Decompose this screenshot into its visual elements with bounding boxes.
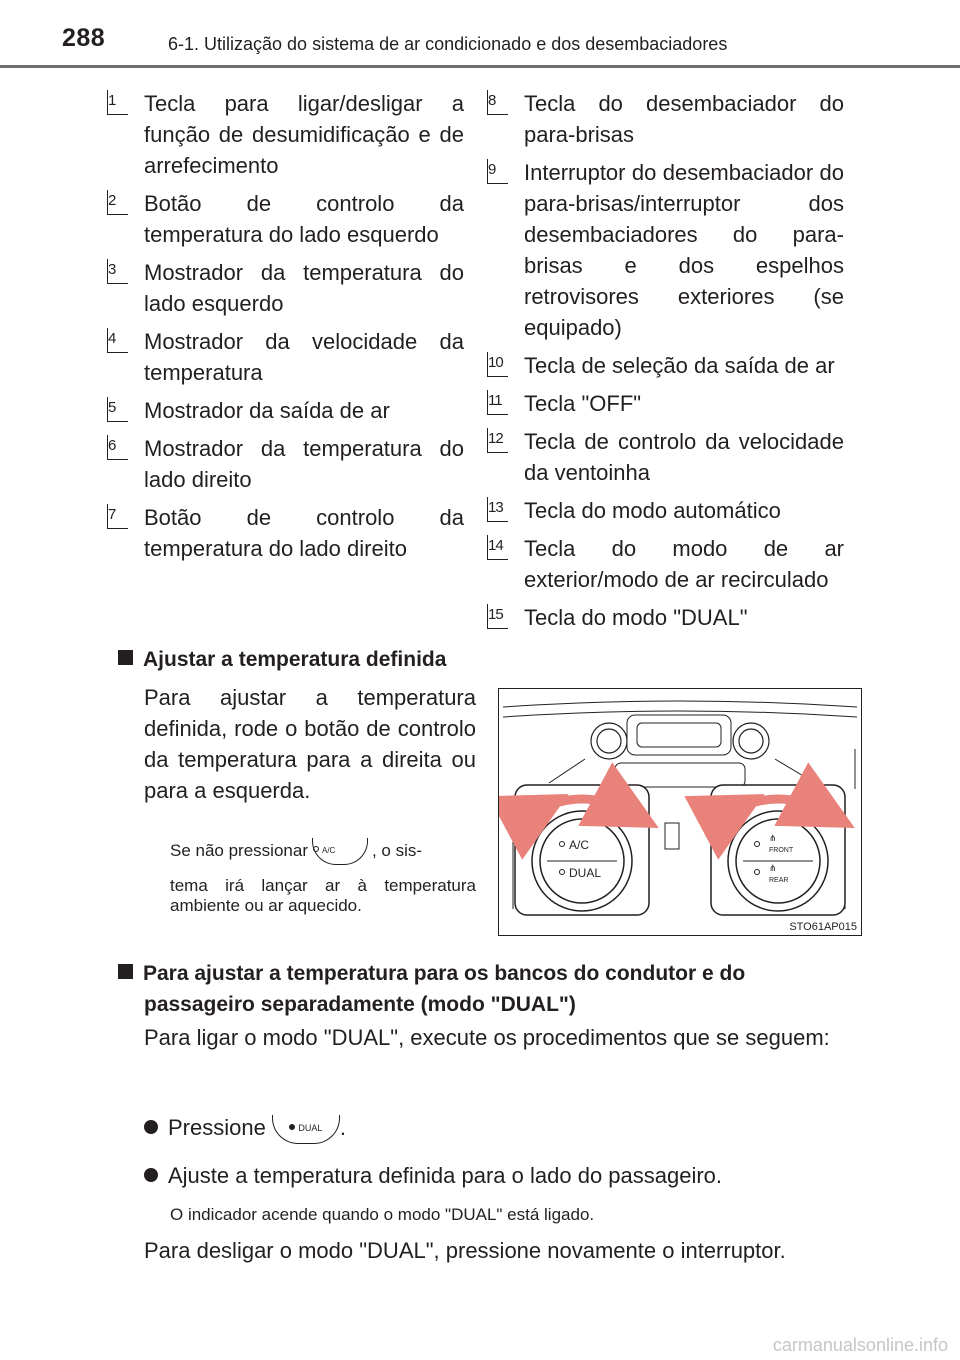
legend-text: Mostrador da temperatura do lado direito — [144, 436, 464, 492]
legend-item — [108, 257, 464, 319]
callout-number: 9 — [487, 159, 508, 184]
ac-note: Se não pressionar A/C , o sis- tema irá lançar ar à temperatura ambiente ou ar aquecido. — [170, 838, 476, 916]
ac-key-icon: A/C — [312, 838, 368, 865]
right-temperature-knob — [711, 785, 845, 915]
bullet-dot-icon — [144, 1120, 158, 1134]
header-rule — [0, 65, 960, 68]
legend-item — [488, 157, 844, 343]
left-temperature-knob — [515, 785, 649, 915]
svg-text:⋔: ⋔ — [769, 863, 777, 873]
callout-number: 10 — [487, 352, 508, 377]
legend-left-column — [108, 88, 464, 571]
legend-item — [108, 326, 464, 388]
legend-item — [108, 188, 464, 250]
legend-text: Tecla "OFF" — [524, 391, 642, 416]
callout-number: 7 — [107, 504, 128, 529]
svg-text:⋔: ⋔ — [769, 833, 777, 843]
svg-text:REAR: REAR — [769, 877, 789, 884]
callout-number: 3 — [107, 259, 128, 284]
bullet-dot-icon — [144, 1168, 158, 1182]
control-panel-illustration — [498, 688, 862, 936]
legend-text: Mostrador da saída de ar — [144, 398, 390, 423]
page-header — [0, 0, 960, 64]
square-bullet-icon — [118, 964, 133, 979]
legend-item — [488, 495, 844, 526]
step-adjust-passenger: Ajuste a temperatura definida para o lado do passageiro. — [144, 1160, 722, 1191]
svg-text:A/C: A/C — [569, 838, 590, 852]
legend-text: Tecla do modo "DUAL" — [524, 605, 748, 630]
callout-number: 11 — [487, 390, 508, 415]
svg-text:FRONT: FRONT — [769, 847, 794, 854]
legend-text: Interruptor do desembaciador do para-brisas/interruptor dos desembaciadores do para-brisas e dos espelhos retrovisores exteriores (se equipado) — [524, 160, 844, 340]
figure-code: STO61AP015 — [789, 921, 857, 933]
dual-off-paragraph: Para desligar o modo "DUAL", pressione novamente o interruptor. — [144, 1238, 786, 1263]
callout-number: 6 — [107, 435, 128, 460]
watermark: carmanualsonline.info — [772, 1335, 948, 1355]
step-press-dual: Pressione DUAL . — [144, 1112, 346, 1144]
legend-item — [108, 88, 464, 181]
legend-text: Mostrador da temperatura do lado esquerdo — [144, 260, 464, 316]
legend-item — [488, 350, 844, 381]
callout-number: 2 — [107, 190, 128, 215]
dual-mode-paragraph: Para ligar o modo "DUAL", execute os procedimentos que se seguem: — [144, 1025, 830, 1050]
legend-item — [488, 88, 844, 150]
legend-text: Botão de controlo da temperatura do lado esquerdo — [144, 191, 464, 247]
section-title: 6-1. Utilização do sistema de ar condicionado e dos desembaciadores — [168, 34, 728, 54]
square-bullet-icon — [118, 650, 133, 665]
legend-item — [108, 433, 464, 495]
legend-text: Tecla do modo automático — [524, 498, 781, 523]
callout-number: 12 — [487, 428, 508, 453]
section-heading-dual-mode: Para ajustar a temperatura para os bancos do condutor e do passageiro separadamente (modo "DUAL") — [118, 958, 856, 1020]
callout-number: 15 — [487, 604, 508, 629]
callout-number: 14 — [487, 535, 508, 560]
dual-indicator-note: O indicador acende quando o modo "DUAL" está ligado. — [170, 1205, 595, 1224]
legend-text: Botão de controlo da temperatura do lado direito — [144, 505, 464, 561]
legend-text: Tecla para ligar/desligar a função de desumidificação e de arrefecimento — [144, 91, 464, 178]
legend-item — [108, 502, 464, 564]
callout-number: 4 — [107, 328, 128, 353]
legend-text: Tecla de seleção da saída de ar — [524, 353, 835, 378]
svg-text:DUAL: DUAL — [569, 866, 602, 880]
dual-key-icon: DUAL — [272, 1115, 340, 1144]
callout-number: 1 — [107, 90, 128, 115]
section-heading-set-temperature: Ajustar a temperatura definida — [118, 644, 446, 675]
callout-number: 13 — [487, 497, 508, 522]
page-number: 288 — [62, 24, 106, 52]
legend-item — [488, 426, 844, 488]
legend-text: Tecla do desembaciador do para-brisas — [524, 91, 844, 147]
dashboard-drawing — [499, 689, 861, 935]
legend-text: Tecla do modo de ar exterior/modo de ar recirculado — [524, 536, 844, 592]
legend-item — [488, 533, 844, 595]
legend-item — [108, 395, 464, 426]
legend-text: Mostrador da velocidade da temperatura — [144, 329, 464, 385]
legend-item — [488, 602, 844, 633]
set-temperature-paragraph: Para ajustar a temperatura definida, rode o botão de controlo da temperatura para a direita ou para a esquerda. — [144, 685, 476, 803]
legend-item — [488, 388, 844, 419]
callout-number: 5 — [107, 397, 128, 422]
legend-text: Tecla de controlo da velocidade da ventoinha — [524, 429, 844, 485]
legend-right-column — [488, 88, 844, 640]
callout-number: 8 — [487, 90, 508, 115]
